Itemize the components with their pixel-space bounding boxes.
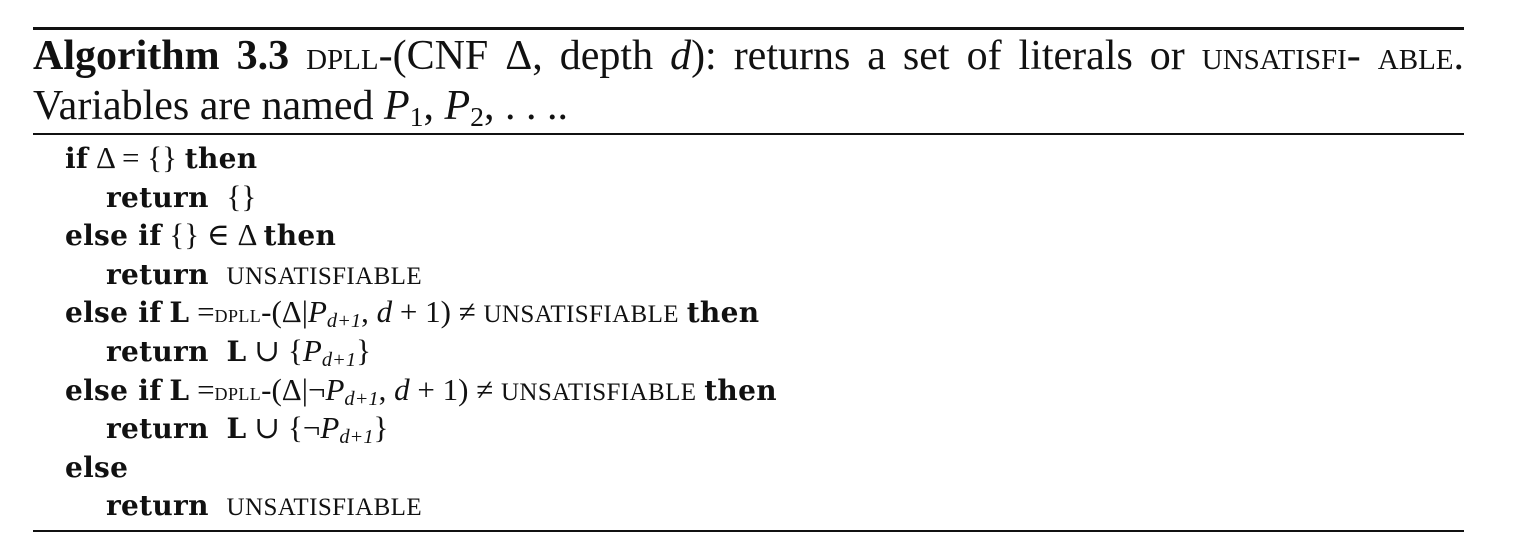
algorithm-body <box>65 139 777 525</box>
var-p1-sub: 1 <box>409 100 424 132</box>
unsat-part2: able <box>1377 33 1454 79</box>
sub-d1: d+1 <box>326 310 362 333</box>
neg-call-open: -(Δ|¬ <box>261 371 326 407</box>
equals-sign: = <box>197 294 215 330</box>
call-mid: , <box>378 371 395 407</box>
cond-contains-empty: {} ∈ Δ <box>169 217 256 253</box>
sub-d1: d+1 <box>344 387 379 410</box>
dpll-call: dpll <box>214 301 262 329</box>
algorithm-caption: Algorithm 3.3 dpll-(CNF Δ, depth d): returns a set of literals or unsatisfi- able. Variables are named $P_1$, $P_2$, . . .. <box>33 33 1464 132</box>
var-d: d <box>376 294 393 330</box>
line-return-empty <box>65 178 777 217</box>
top-rule <box>33 27 1464 30</box>
var-L: L <box>169 296 190 330</box>
line-elseif-negative-branch <box>65 371 777 410</box>
var-P: P <box>325 371 345 407</box>
call-close: + 1) ≠ <box>409 371 501 407</box>
close-brace: } <box>373 410 389 446</box>
kw-then: then <box>263 219 337 253</box>
middle-rule <box>33 133 1464 135</box>
kw-else: else <box>65 450 129 484</box>
line-elseif-positive-branch <box>65 293 777 332</box>
kw-else-if: else if <box>65 296 162 330</box>
algorithm-box <box>33 0 1464 553</box>
algorithm-name: dpll <box>306 33 379 79</box>
var-L: L <box>169 373 190 407</box>
vars-text: . Variables are named <box>33 33 1464 129</box>
line-return-negative <box>65 409 777 448</box>
unsat-part1: unsatisfi- <box>1201 33 1361 79</box>
sub-d1: d+1 <box>321 349 357 372</box>
line-else <box>65 448 777 487</box>
kw-else-if: else if <box>65 373 162 407</box>
var-L: L <box>226 334 247 368</box>
unsat-value: UNSATISFIABLE <box>500 378 697 406</box>
cond-empty: Δ = {} <box>96 140 178 175</box>
call-mid: , <box>361 294 377 330</box>
sub-d1: d+1 <box>339 426 374 449</box>
union-open: ∪ { <box>246 332 303 368</box>
var-P: P <box>320 410 340 446</box>
depth-var: d <box>670 33 692 79</box>
dpll-call: dpll <box>214 378 262 406</box>
return-empty-set: {} <box>226 178 257 214</box>
signature-open: -(CNF Δ, depth <box>378 33 671 79</box>
signature-close: ): returns a set of literals or <box>691 33 1202 79</box>
line-return-unsat-final <box>65 486 777 525</box>
kw-return: return <box>106 412 209 446</box>
line-return-unsat <box>65 255 777 294</box>
call-close: + 1) ≠ <box>392 294 484 330</box>
line-return-positive <box>65 332 777 371</box>
var-L: L <box>226 412 247 446</box>
kw-then: then <box>704 373 777 407</box>
unsat-value: UNSATISFIABLE <box>483 301 679 329</box>
kw-else-if: else if <box>65 219 162 253</box>
close-brace: } <box>356 332 371 368</box>
var-p2-sub: 2 <box>470 100 485 132</box>
kw-return: return <box>106 180 209 214</box>
line-if-empty <box>65 139 777 178</box>
var-p1: P <box>384 83 410 129</box>
algorithm-label: Algorithm 3.3 <box>33 33 290 79</box>
bottom-rule <box>33 530 1464 532</box>
equals-sign: = <box>197 371 215 407</box>
var-p2: P <box>444 83 471 129</box>
kw-return: return <box>106 334 209 368</box>
kw-if: if <box>65 142 89 175</box>
var-P: P <box>307 294 327 330</box>
call-open: -(Δ| <box>261 294 308 330</box>
kw-then: then <box>686 296 760 330</box>
unsat-value: UNSATISFIABLE <box>226 262 423 290</box>
line-elseif-contains-empty <box>65 216 777 255</box>
vars-tail: , . . .. <box>484 83 569 129</box>
kw-return: return <box>106 257 209 291</box>
var-d: d <box>394 371 410 407</box>
union-neg-open: ∪ {¬ <box>246 410 321 446</box>
unsat-value: UNSATISFIABLE <box>226 494 423 522</box>
kw-return: return <box>106 489 209 523</box>
var-P: P <box>302 332 322 368</box>
kw-then: then <box>184 142 258 175</box>
